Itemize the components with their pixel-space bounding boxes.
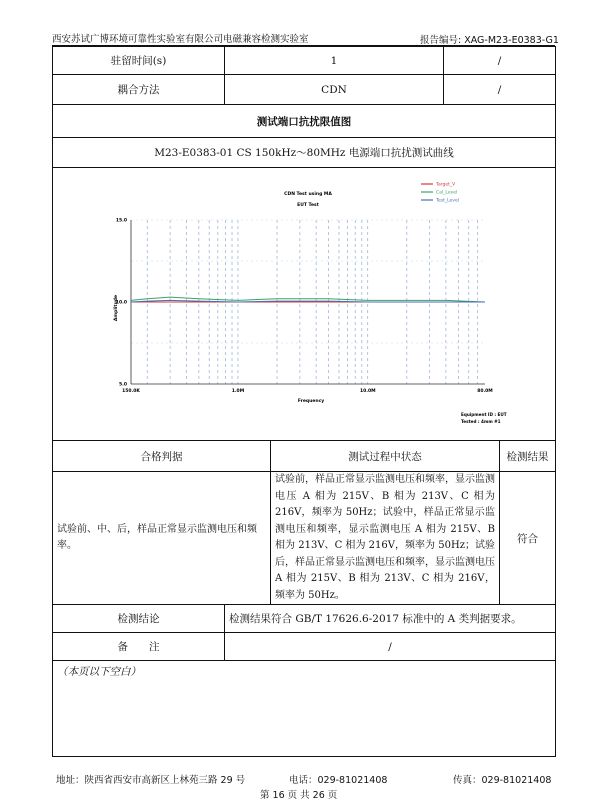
dwell-time-value: 1 (225, 47, 444, 75)
x-tick-label: 10.0M (359, 389, 376, 394)
footer-address: 地址：陕西省西安市高新区上林苑三路 29 号 (56, 775, 246, 786)
test-report-table (52, 46, 556, 757)
coupling-method-label: 耦合方法 (53, 75, 225, 105)
legend-entry: Test_Level (436, 198, 459, 204)
footer-tel: 电话：029-81021408 (289, 775, 388, 786)
x-tick-label: 1.0M (231, 389, 245, 394)
dwell-time-label: 驻留时间(s) (53, 47, 225, 75)
y-tick-label: 10.0 (115, 300, 127, 306)
criteria-header: 合格判据 (53, 441, 271, 472)
immunity-chart (53, 168, 554, 437)
y-tick-label: 5.0 (119, 382, 127, 388)
graph-area (53, 168, 556, 441)
conclusion-text: 检测结果符合 GB/T 17626.6-2017 标准中的 A 类判据要求。 (225, 605, 556, 633)
x-tick-label: 80.0M (477, 389, 493, 394)
chart-footer-line: Tested : 4mm #1 (461, 419, 501, 424)
conclusion-label: 检测结论 (53, 605, 225, 633)
remark-label: 备 注 (53, 633, 225, 661)
chart-title: CDN Test using MA (284, 192, 332, 197)
coupling-method-extra: / (444, 75, 556, 105)
legend-entry: Target_V (436, 182, 456, 188)
y-axis-label: Amplitude (114, 294, 119, 322)
chart-footer-line: Equipment ID : EUT (461, 412, 507, 417)
blank-note: （本页以下空白） (53, 661, 556, 757)
process-state-text: 试验前，样品正常显示监测电压和频率，显示监测电压 A 相为 215V、B 相为 213V、C 相为 216V，频率为 50Hz；试验中，样品正常显示监测电压和频率，显示监测电压 A 相为 215V、B 相为 213V、C 相为 216V，频率为 50Hz；试验后，样品正常显示监测电压和频率，显示监测电压 A 相为 215V、B 相为 213V、C 相为 216V，频率为 50Hz。 (271, 472, 500, 605)
x-tick-label: 150.0K (122, 389, 140, 394)
remark-value: / (225, 633, 556, 661)
footer-fax: 传真：029-81021408 (453, 775, 552, 786)
company-header: 西安苏试广博环境可靠性实验室有限公司电磁兼容检测实验室 (52, 34, 309, 45)
result-value: 符合 (500, 472, 556, 605)
criterion-text: 试验前、中、后，样品正常显示监测电压和频率。 (53, 472, 271, 605)
coupling-method-value: CDN (225, 75, 444, 105)
legend-entry: Cal_Level (436, 190, 458, 196)
chart-subtitle: EUT Test (297, 203, 319, 208)
y-tick-label: 15.0 (115, 218, 127, 224)
page-number: 第 16 页 共 26 页 (260, 790, 338, 801)
graph-caption: M23-E0383-01 CS 150kHz～80MHz 电源端口抗扰测试曲线 (53, 138, 556, 168)
x-axis-label: Frequency (297, 399, 325, 404)
section-title: 测试端口抗扰限值图 (53, 105, 556, 138)
report-number: 报告编号: XAG-M23-E0383-G1 (420, 35, 559, 46)
dwell-time-extra: / (444, 47, 556, 75)
process-header: 测试过程中状态 (271, 441, 500, 472)
result-header: 检测结果 (500, 441, 556, 472)
